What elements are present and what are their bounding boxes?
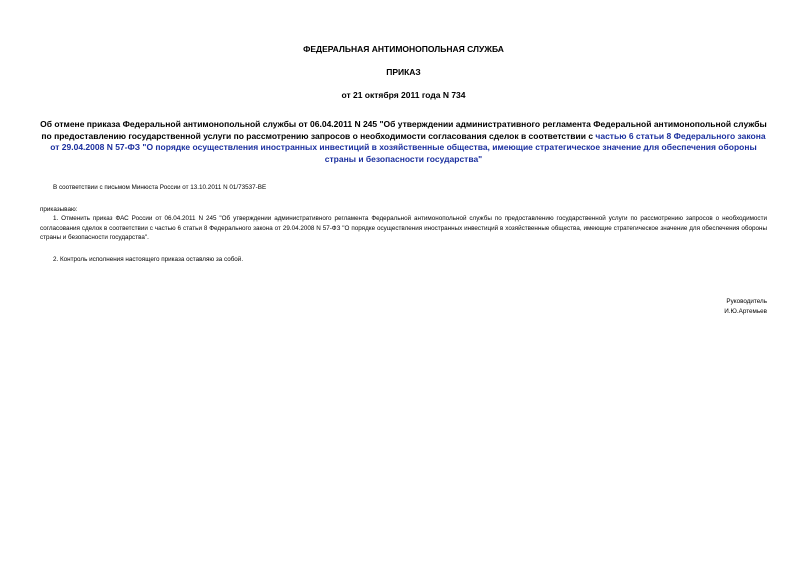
signatory-name: И.Ю.Артемьев [724, 308, 767, 315]
order-word: приказываю: [40, 206, 78, 213]
document-title-text: Об отмене приказа Федеральной антимонопольной службы от 06.04.2011 N 245 "Об утверждении административного регламента Федеральной антимонопольной службы по предоставлению государственной услуги по рассмотрению запросов о необходимости согласования сделок в соответствии с [40, 119, 767, 141]
law-reference-link[interactable]: частью 6 статьи 8 Федерального закона от 29.04.2008 N 57-ФЗ "О порядке осуществления иностранных инвестиций в хозяйственные общества, имеющие стратегическое значение для обеспечения обороны страны и безопасности государства" [50, 130, 766, 164]
signatory-position: Руководитель [726, 298, 767, 305]
order-item-1: 1. Отменить приказ ФАС России от 06.04.2011 N 245 "Об утверждении административного регламента Федеральной антимонопольной службы по предоставлению государственной услуги по рассмотрению запросов о необходимости согласования сделок в соответствии с частью 6 статьи 8 Федерального закона от 29.04.2008 N 57-ФЗ "О порядке осуществления иностранных инвестиций в хозяйственные общества, имеющие стратегическое значение для обеспечения обороны страны и безопасности государства". [40, 215, 767, 241]
signature-block [724, 297, 767, 317]
issuing-organization: ФЕДЕРАЛЬНАЯ АНТИМОНОПОЛЬНАЯ СЛУЖБА [303, 44, 504, 54]
document-title [40, 119, 767, 165]
order-item-2: 2. Контроль исполнения настоящего приказа оставляю за собой. [53, 256, 244, 263]
document-date-number: от 21 октября 2011 года N 734 [341, 90, 466, 100]
basis-paragraph: В соответствии с письмом Минюста России от 13.10.2011 N 01/73537-ВЕ [53, 184, 267, 191]
document-type: ПРИКАЗ [386, 67, 421, 77]
